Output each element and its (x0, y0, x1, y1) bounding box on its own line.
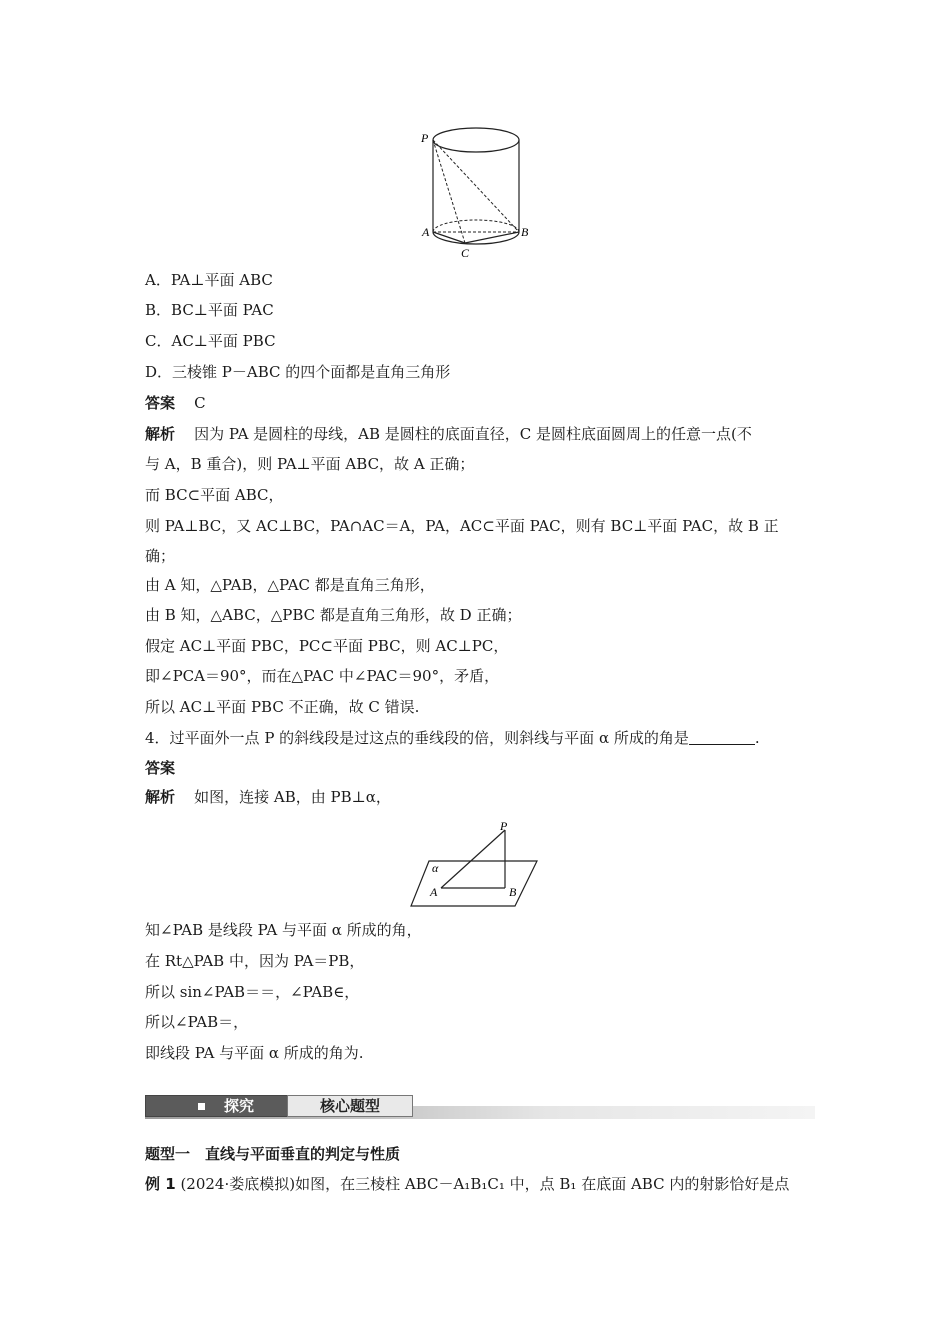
analysis-3-line-8: 假定 AC⊥平面 PBC，PC⊂平面 PBC，则 AC⊥PC， (145, 637, 509, 655)
answer-label: 答案 (145, 394, 176, 412)
plane-alpha (411, 861, 537, 906)
analysis-4-line-2: 知∠PAB 是线段 PA 与平面 α 所成的角， (145, 921, 422, 939)
option-c: C．AC⊥平面 PBC (145, 332, 276, 350)
label-a: A (422, 225, 430, 239)
label-a: A (430, 885, 438, 899)
analysis-label: 解析 (145, 788, 176, 806)
example-label: 例 1 (145, 1175, 176, 1193)
banner-light-tab: 核心题型 (287, 1095, 413, 1117)
label-b: B (521, 225, 529, 239)
analysis-4-line-5: 所以∠PAB＝， (145, 1013, 249, 1031)
example-1: 例 1 (2024·娄底模拟)如图，在三棱柱 ABC－A₁B₁C₁ 中，点 B₁ 在底面 ABC 内的射影恰好是点 (145, 1175, 790, 1193)
label-p: P (421, 131, 429, 145)
analysis-3-line-4: 则 PA⊥BC，又 AC⊥BC，PA∩AC＝A，PA，AC⊂平面 PAC，则有 BC⊥平面 PAC，故 B 正 (145, 517, 779, 535)
analysis-3-line-1: 解析 因为 PA 是圆柱的母线，AB 是圆柱的底面直径，C 是圆柱底面圆周上的任意一点(不 (145, 425, 752, 443)
banner-dark-tab: 探究 (145, 1095, 289, 1117)
cylinder-bottom-front (433, 232, 519, 244)
analysis-label: 解析 (145, 425, 176, 443)
answer-value: C (194, 394, 206, 412)
analysis-3-line-9: 即∠PCA＝90°，而在△PAC 中∠PAC＝90°，矛盾， (145, 667, 500, 685)
analysis-4-line-6: 即线段 PA 与平面 α 所成的角为. (145, 1044, 364, 1062)
option-b: B．BC⊥平面 PAC (145, 301, 274, 319)
analysis-4-line-4: 所以 sin∠PAB＝＝，∠PAB∈， (145, 983, 360, 1001)
option-d: D．三棱锥 P－ABC 的四个面都是直角三角形 (145, 363, 451, 381)
label-p: P (500, 819, 508, 833)
segment-pa (441, 830, 505, 888)
option-a: A．PA⊥平面 ABC (145, 271, 273, 289)
square-bullet-icon (198, 1103, 205, 1110)
type-1-heading: 题型一 直线与平面垂直的判定与性质 (145, 1145, 401, 1163)
analysis-3-line-3: 而 BC⊂平面 ABC， (145, 486, 284, 504)
analysis-3-line-5: 确； (145, 547, 176, 565)
label-alpha: α (432, 861, 439, 875)
question-4: 4．过平面外一点 P 的斜线段是过这点的垂线段的倍，则斜线与平面 α 所成的角是 . (145, 729, 760, 747)
segment-pb (433, 140, 519, 232)
analysis-3-line-6: 由 A 知，△PAB，△PAC 都是直角三角形， (145, 576, 435, 594)
answer-4 (145, 757, 810, 779)
analysis-3-line-2: 与 A，B 重合)，则 PA⊥平面 ABC，故 A 正确； (145, 455, 475, 473)
answer-blank (689, 730, 755, 745)
label-c: C (461, 246, 470, 260)
answer-label: 答案 (145, 759, 176, 777)
analysis-3-line-7: 由 B 知，△ABC，△PBC 都是直角三角形，故 D 正确； (145, 606, 522, 624)
analysis-4-line-3: 在 Rt△PAB 中，因为 PA＝PB， (145, 952, 365, 970)
segment-bc (465, 232, 519, 243)
section-banner (145, 1095, 815, 1119)
cylinder-top-ellipse (433, 128, 519, 152)
answer-3 (145, 392, 810, 414)
cylinder-figure (415, 122, 540, 262)
label-b: B (509, 885, 517, 899)
plane-figure (405, 818, 545, 910)
cylinder-bottom-back (433, 220, 519, 232)
segment-pc (433, 140, 465, 243)
analysis-4-line-1: 解析 如图，连接 AB，由 PB⊥α， (145, 788, 391, 806)
analysis-3-line-10: 所以 AC⊥平面 PBC 不正确，故 C 错误. (145, 698, 420, 716)
